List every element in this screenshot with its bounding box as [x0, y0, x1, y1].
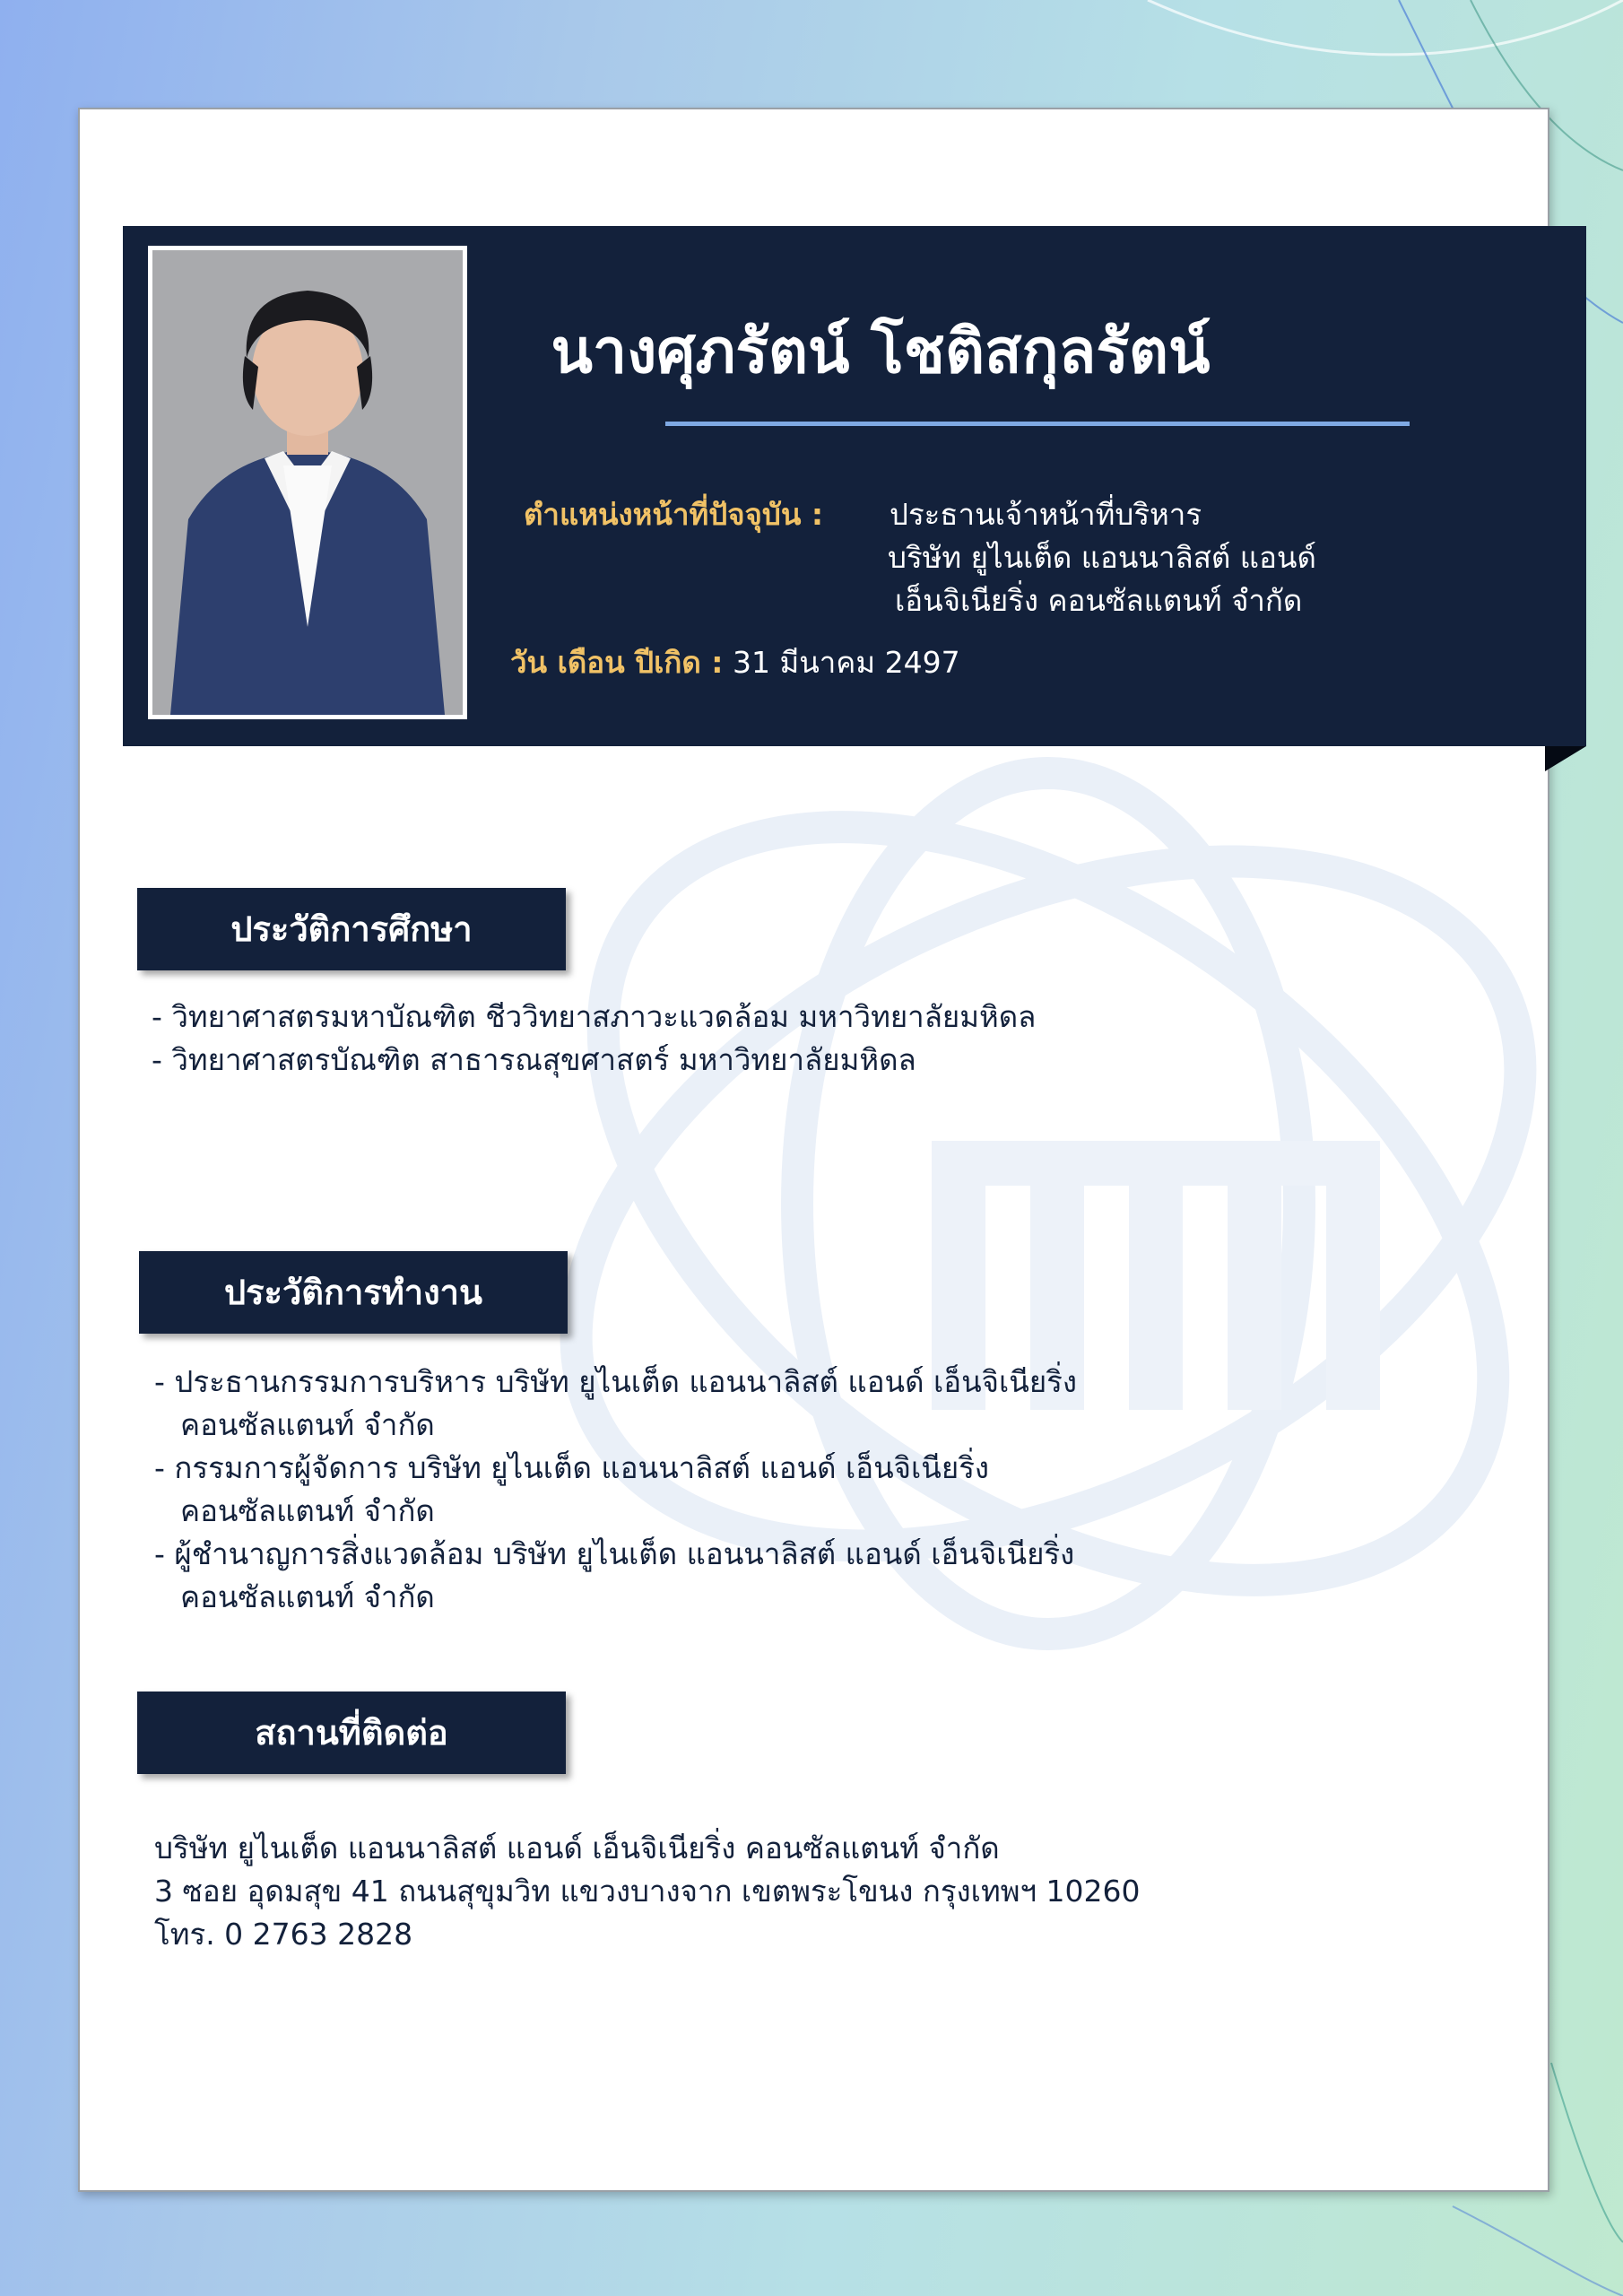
portrait-illustration	[152, 250, 463, 715]
list-item: คอนซัลแตนท์ จำกัด	[180, 1579, 435, 1614]
education-heading: ประวัติการศึกษา	[137, 888, 566, 970]
list-item: คอนซัลแตนท์ จำกัด	[180, 1407, 435, 1442]
list-item: - วิทยาศาสตรมหาบัณฑิต ชีววิทยาสภาวะแวดล้อม มหาวิทยาลัยมหิดล	[152, 999, 1037, 1034]
name-underline	[665, 422, 1410, 426]
list-item: คอนซัลแตนท์ จำกัด	[180, 1493, 435, 1528]
birthdate-value: 31 มีนาคม 2497	[732, 645, 960, 680]
education-list	[152, 996, 1036, 1082]
contact-block	[154, 1827, 1140, 1956]
profile-sheet	[78, 108, 1549, 2192]
list-item: - กรรมการผู้จัดการ บริษัท ยูไนเต็ด แอนนาลิสต์ แอนด์ เอ็นจิเนียริ่ง	[154, 1450, 990, 1485]
list-item: - วิทยาศาสตรบัณฑิต สาธารณสุขศาสตร์ มหาวิทยาลัยมหิดล	[152, 1042, 916, 1077]
contact-company: บริษัท ยูไนเต็ด แอนนาลิสต์ แอนด์ เอ็นจิเนียริ่ง คอนซัลแตนท์ จำกัด	[154, 1831, 1000, 1866]
contact-address: 3 ซอย อุดมสุข 41 ถนนสุขุมวิท แขวงบางจาก เขตพระโขนง กรุงเทพฯ 10260	[154, 1874, 1141, 1909]
profile-name: นางศุภรัตน์ โชติสกุลรัตน์	[551, 317, 1211, 387]
work-heading: ประวัติการทำงาน	[139, 1251, 568, 1334]
position-line-1: ประธานเจ้าหน้าที่บริหาร	[890, 497, 1202, 532]
position-line-2: บริษัท ยูไนเต็ด แอนนาลิสต์ แอนด์	[888, 540, 1316, 575]
birthdate-label: วัน เดือน ปีเกิด :	[510, 645, 724, 680]
profile-header	[123, 226, 1586, 746]
work-list	[154, 1361, 1077, 1619]
profile-photo	[148, 246, 467, 719]
position-label: ตำแหน่งหน้าที่ปัจจุบัน :	[524, 497, 824, 532]
list-item: - ประธานกรรมการบริหาร บริษัท ยูไนเต็ด แอนนาลิสต์ แอนด์ เอ็นจิเนียริ่ง	[154, 1364, 1077, 1399]
header-fold-corner	[1545, 746, 1586, 771]
list-item: - ผู้ชำนาญการสิ่งแวดล้อม บริษัท ยูไนเต็ด แอนนาลิสต์ แอนด์ เอ็นจิเนียริ่ง	[154, 1536, 1075, 1571]
position-row	[524, 491, 1202, 538]
contact-phone: โทร. 0 2763 2828	[154, 1917, 413, 1952]
contact-heading: สถานที่ติดต่อ	[137, 1692, 566, 1774]
birthdate-row	[510, 639, 960, 686]
position-line-3: เอ็นจิเนียริ่ง คอนซัลแตนท์ จำกัด	[895, 583, 1303, 618]
